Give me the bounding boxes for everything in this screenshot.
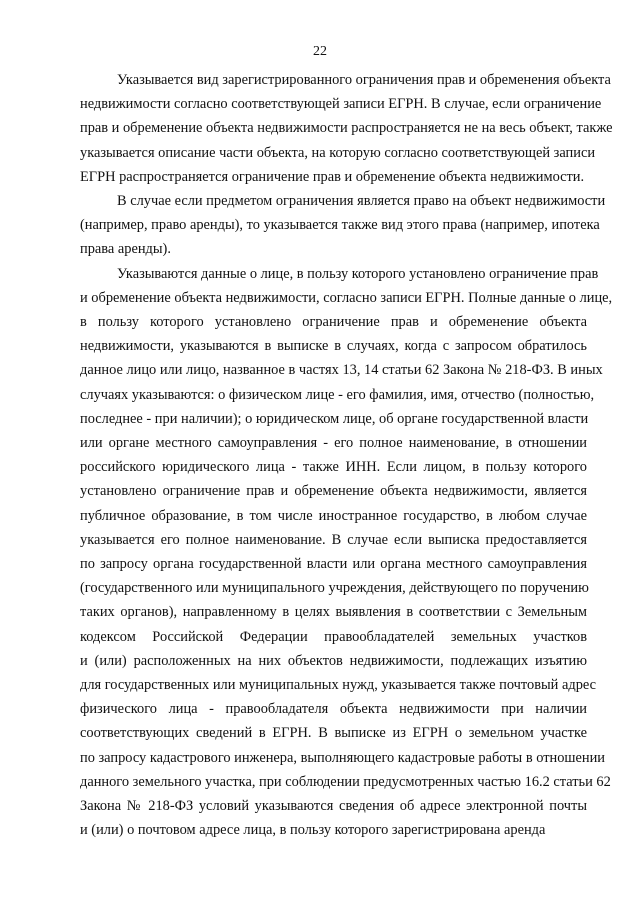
text-line: недвижимости согласно соответствующей записи ЕГРН. В случае, если ограничение — [80, 96, 602, 113]
text-line: (например, право аренды), то указывается также вид этого права (например, ипотека — [80, 217, 600, 234]
text-line: данного земельного участка, при соблюдении предусмотренных частью 16.2 статьи 62 — [80, 773, 611, 790]
text-line: данное лицо или лицо, названное в частях 13, 14 статьи 62 Закона № 218-ФЗ. В иных — [80, 362, 603, 379]
text-line: Указываются данные о лице, в пользу которого установлено ограничение прав — [117, 265, 599, 282]
paragraph-person-data — [80, 262, 613, 843]
text-line: Закона № 218-ФЗ условий указываются сведения об адресе электронной почты — [80, 798, 587, 815]
text-line: таких органов), направленному в целях выявления в соответствии с Земельным — [80, 604, 587, 621]
text-line: указывается его полное наименование. В случае если выписка предоставляется — [80, 531, 587, 548]
text-line: российского юридического лица - также ИНН. Если лицом, в пользу которого — [80, 459, 587, 476]
text-line: публичное образование, в том числе иностранное государство, в любом случае — [80, 507, 587, 524]
text-line: (государственного или муниципального учреждения, действующего по поручению — [80, 580, 589, 597]
text-line: недвижимости, указываются в выписке в случаях, когда с запросом обратилось — [80, 338, 587, 355]
text-line: соответствующих сведений в ЕГРН. В выписке из ЕГРН о земельном участке — [80, 725, 587, 742]
text-line: указывается описание части объекта, на которую согласно соответствующей записи — [80, 144, 596, 161]
text-line: права аренды). — [80, 241, 171, 258]
text-line: кодексом Российской Федерации правообладателей земельных участков — [80, 628, 587, 645]
text-line: Указывается вид зарегистрированного ограничения прав и обременения объекта — [117, 72, 611, 88]
text-line: случаях указываются: о физическом лице - его фамилия, имя, отчество (полностью, — [80, 386, 595, 403]
text-line: по запросу органа государственной власти или органа местного самоуправления — [80, 556, 587, 573]
body-text — [80, 68, 613, 843]
text-line: установлено ограничение прав и обременение объекта недвижимости, является — [80, 483, 587, 500]
text-line: для государственных или муниципальных нужд, указывается также почтовый адрес — [80, 677, 597, 694]
text-line: физического лица - правообладателя объекта недвижимости при наличии — [80, 701, 587, 718]
text-line: и (или) о почтовом адресе лица, в пользу которого зарегистрирована аренда — [80, 822, 546, 839]
text-line: в пользу которого установлено ограничение прав и обременение объекта — [80, 314, 587, 331]
text-line: и обременение объекта недвижимости, согласно записи ЕГРН. Полные данные о лице, — [80, 289, 613, 306]
text-line: прав и обременение объекта недвижимости распространяется не на весь объект, также — [80, 120, 613, 137]
paragraph-right-subject — [80, 189, 606, 262]
paragraph-restriction-type — [80, 68, 613, 189]
text-line: В случае если предметом ограничения является право на объект недвижимости — [117, 193, 606, 210]
text-line: по запросу кадастрового инженера, выполняющего кадастровые работы в отношении — [80, 749, 605, 766]
text-line: или органе местного самоуправления - его полное наименование, в отношении — [80, 435, 587, 452]
text-line: ЕГРН распространяется ограничение прав и обременение объекта недвижимости. — [80, 168, 585, 185]
page-number: 22 — [313, 44, 327, 59]
text-line: и (или) расположенных на них объектов недвижимости, подлежащих изъятию — [80, 652, 587, 669]
text-line: последнее - при наличии); о юридическом лице, об органе государственной власти — [80, 410, 589, 427]
